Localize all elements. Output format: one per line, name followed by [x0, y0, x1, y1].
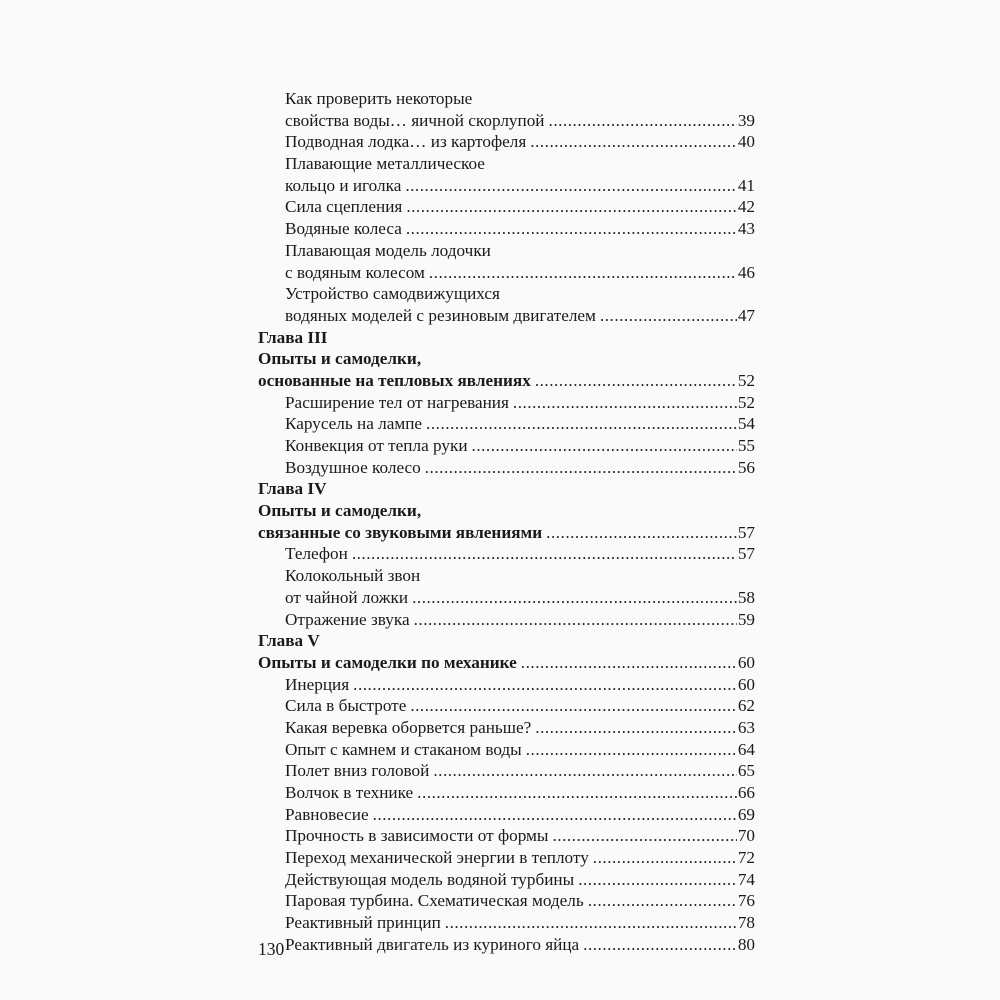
- toc-entry: [258, 739, 755, 761]
- toc-entry-title: Опыты и самоделки,: [258, 349, 422, 369]
- dot-leader: [549, 110, 737, 132]
- toc-entry-title: Глава V: [258, 631, 320, 651]
- dot-leader: [412, 587, 737, 609]
- chapter-title: [258, 370, 755, 392]
- toc-entry-title: Действующая модель водяной турбины: [285, 869, 575, 889]
- toc-entry: [258, 392, 755, 414]
- toc-entry-page: 39: [737, 110, 755, 130]
- dot-leader: [406, 218, 737, 240]
- toc-entry-title: связанные со звуковыми явлениями: [258, 522, 543, 542]
- toc-entry-page: 69: [737, 804, 755, 824]
- toc-entry-page: 72: [737, 848, 755, 868]
- chapter-heading: [258, 327, 755, 349]
- dot-leader: [433, 760, 736, 782]
- toc-entry-title: Волчок в технике: [285, 783, 414, 802]
- dot-leader: [583, 934, 737, 956]
- toc-entry: [258, 218, 755, 240]
- toc-entry-title: Инерция: [285, 674, 350, 694]
- toc-entry: [258, 565, 755, 587]
- toc-entry: [258, 196, 755, 218]
- toc-entry-title: Расширение тел от нагревания: [285, 392, 509, 412]
- toc-entry-title: Паровая турбина. Схематическая модель: [285, 891, 584, 911]
- dot-leader: [535, 370, 737, 392]
- toc-entry-page: 60: [737, 652, 755, 672]
- dot-leader: [445, 912, 737, 934]
- toc-entry-title: Подводная лодка… из картофеля: [285, 132, 527, 152]
- toc-entry: [258, 240, 755, 262]
- toc-entry-page: 54: [737, 414, 755, 434]
- toc-entry-page: 76: [737, 891, 755, 911]
- toc-entry-page: 62: [737, 696, 755, 716]
- toc-entry: [258, 153, 755, 175]
- dot-leader: [405, 175, 736, 197]
- toc-entry: [258, 413, 755, 435]
- toc-entry-page: 80: [737, 934, 755, 954]
- dot-leader: [578, 869, 737, 891]
- chapter-title: [258, 522, 755, 544]
- toc-entry: [258, 934, 755, 956]
- toc-entry: [258, 543, 755, 565]
- toc-entry-title: Переход механической энергии в теплоту: [285, 848, 589, 868]
- dot-leader: [352, 543, 737, 565]
- dot-leader: [429, 262, 737, 284]
- toc-entry: [258, 717, 755, 739]
- toc-entry-title: кольцо и иголка: [285, 175, 402, 195]
- toc-entry: [258, 587, 755, 609]
- toc-entry-page: 60: [737, 674, 755, 694]
- chapter-heading: [258, 478, 755, 500]
- chapter-title: [258, 652, 755, 674]
- toc-entry-title: Реактивный принцип: [285, 913, 441, 933]
- toc-entry-page: 64: [737, 739, 755, 759]
- toc-entry-page: 41: [737, 175, 755, 195]
- toc-entry-title: Прочность в зависимости от формы: [285, 826, 549, 846]
- toc-entry: [258, 609, 755, 631]
- dot-leader: [546, 522, 737, 544]
- toc-entry-page: 78: [737, 913, 755, 933]
- dot-leader: [425, 457, 737, 479]
- toc-entry-title: Опыт с камнем и стаканом воды: [285, 739, 522, 759]
- toc-entry-title: Колокольный звон: [285, 566, 421, 586]
- toc-entry-title: Глава III: [258, 327, 328, 347]
- toc-entry-title: Плавающие металлическое: [285, 154, 485, 174]
- dot-leader: [552, 825, 736, 847]
- toc-entry: [258, 760, 755, 782]
- toc-entry: [258, 457, 755, 479]
- toc-entry-title: от чайной ложки: [285, 587, 409, 607]
- toc-entry-page: 52: [737, 392, 755, 412]
- chapter-title: [258, 500, 755, 522]
- toc-entry: [258, 674, 755, 696]
- toc-entry-title: Водяные колеса: [285, 219, 402, 239]
- chapter-heading: [258, 630, 755, 652]
- toc-entry: [258, 435, 755, 457]
- toc-entry-page: 74: [737, 869, 755, 889]
- dot-leader: [417, 782, 737, 804]
- toc-entry-title: Какая веревка оборвется раньше?: [285, 717, 532, 737]
- toc-entry-title: Как проверить некоторые: [285, 89, 473, 108]
- toc-entry-page: 55: [737, 436, 755, 455]
- dot-leader: [513, 392, 737, 414]
- dot-leader: [373, 804, 737, 826]
- toc-entry-title: Равновесие: [285, 804, 369, 824]
- toc-entry-title: основанные на тепловых явлениях: [258, 370, 531, 390]
- toc-entry-page: 65: [737, 761, 755, 781]
- toc-entry: [258, 305, 755, 327]
- toc-entry-page: 40: [737, 132, 755, 152]
- toc-entry-page: 57: [737, 544, 755, 564]
- dot-leader: [426, 413, 737, 435]
- toc-entry-title: Устройство самодвижущихся: [285, 284, 500, 304]
- toc-entry-page: 58: [737, 587, 755, 607]
- toc-entry-page: 43: [737, 219, 755, 239]
- toc-entry: [258, 890, 755, 912]
- toc-entry-title: водяных моделей с резиновым двигателем: [285, 305, 596, 325]
- dot-leader: [353, 674, 737, 696]
- toc-entry-title: Отражение звука: [285, 609, 410, 629]
- toc-entry-page: 46: [737, 262, 755, 282]
- toc-entry: [258, 912, 755, 934]
- toc-entry-title: Сила в быстроте: [285, 696, 407, 716]
- toc-entry: [258, 847, 755, 869]
- dot-leader: [530, 131, 737, 153]
- toc-entry-title: Воздушное колесо: [285, 457, 421, 477]
- toc-entry-title: с водяным колесом: [285, 262, 425, 282]
- dot-leader: [600, 305, 737, 327]
- toc-entry-title: свойства воды… яичной скорлупой: [285, 110, 545, 130]
- toc-entry: [258, 110, 755, 132]
- toc-entry: [258, 283, 755, 305]
- page-number: 130: [258, 939, 285, 959]
- toc-entry-page: 66: [737, 783, 755, 802]
- toc-entry: [258, 175, 755, 197]
- toc-entry-title: Глава IV: [258, 479, 327, 499]
- dot-leader: [526, 739, 737, 761]
- toc-entry-page: 56: [737, 457, 755, 477]
- toc-entry-title: Карусель на лампе: [285, 414, 423, 434]
- dot-leader: [588, 890, 737, 912]
- toc-entry-title: Плавающая модель лодочки: [285, 240, 491, 260]
- dot-leader: [406, 196, 736, 218]
- toc-entry-page: 42: [737, 197, 755, 217]
- toc-entry-page: 47: [737, 305, 755, 325]
- toc-entry-page: 63: [737, 717, 755, 737]
- dot-leader: [414, 609, 737, 631]
- toc-entry-title: Телефон: [285, 544, 348, 564]
- toc-entry-title: Реактивный двигатель из куриного яйца: [285, 934, 580, 954]
- dot-leader: [593, 847, 737, 869]
- toc-entry: [258, 804, 755, 826]
- toc-entry-page: 59: [737, 609, 755, 629]
- toc-entry-title: Опыты и самоделки по механике: [258, 652, 517, 672]
- toc-entry: [258, 262, 755, 284]
- toc-entry-title: Опыты и самоделки,: [258, 501, 422, 521]
- toc-entry-title: Конвекция от тепла руки: [285, 436, 468, 455]
- toc-entry: [258, 695, 755, 717]
- toc-entry-page: 70: [737, 826, 755, 846]
- toc-entry-page: 52: [737, 370, 755, 390]
- toc-entry: [258, 88, 755, 110]
- dot-leader: [472, 435, 737, 457]
- dot-leader: [535, 717, 737, 739]
- dot-leader: [521, 652, 737, 674]
- toc-entry: [258, 869, 755, 891]
- toc-entry-title: Сила сцепления: [285, 197, 403, 217]
- toc-entry-title: Полет вниз головой: [285, 761, 430, 781]
- toc-entry-page: 57: [737, 522, 755, 542]
- chapter-title: [258, 348, 755, 370]
- toc-entry: [258, 825, 755, 847]
- toc-entry: [258, 782, 755, 804]
- dot-leader: [410, 695, 736, 717]
- toc-entry: [258, 131, 755, 153]
- table-of-contents: [258, 88, 755, 956]
